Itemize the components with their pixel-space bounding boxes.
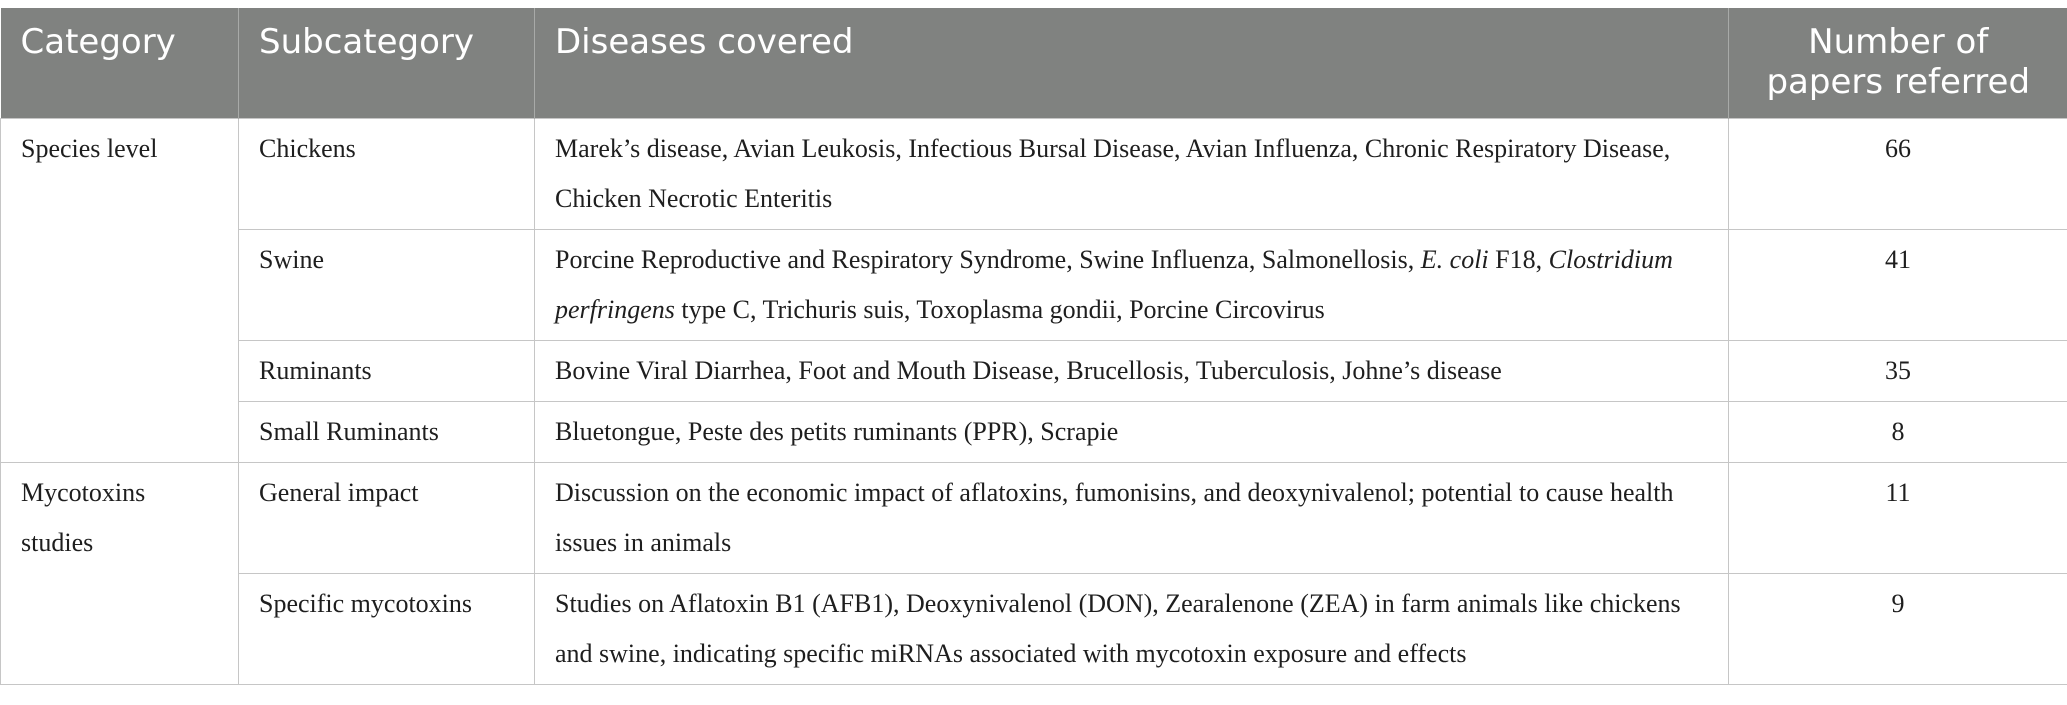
subcategory-cell: General impact — [239, 462, 535, 573]
table-row — [1, 573, 2067, 684]
header-papers-line1: Number of — [1808, 22, 1989, 62]
table-body — [1, 118, 2067, 684]
table-row — [1, 118, 2067, 229]
diseases-italic-text: E. coli — [1420, 244, 1489, 274]
papers-count-cell: 8 — [1729, 401, 2067, 462]
diseases-italic-text: Clostridium perfringens — [555, 244, 1673, 324]
subcategory-cell: Swine — [239, 229, 535, 340]
header-diseases: Diseases covered — [535, 8, 1729, 118]
subcategory-cell: Small Ruminants — [239, 401, 535, 462]
header-category: Category — [20, 22, 176, 62]
subcategory-cell: Ruminants — [239, 340, 535, 401]
diseases-text: type C, Trichuris suis, Toxoplasma gondii, Porcine Circovirus — [674, 294, 1325, 324]
papers-count-cell: 11 — [1729, 462, 2067, 573]
subcategory-cell: Specific mycotoxins — [239, 573, 535, 684]
table-row — [1, 462, 2067, 573]
diseases-cell: Bovine Viral Diarrhea, Foot and Mouth Disease, Brucellosis, Tuberculosis, Johne’s disease — [535, 340, 1729, 401]
diseases-text: F18, — [1488, 244, 1549, 274]
papers-count-cell: 66 — [1729, 118, 2067, 229]
diseases-cell — [535, 229, 1729, 340]
diseases-cell: Studies on Aflatoxin B1 (AFB1), Deoxynivalenol (DON), Zearalenone (ZEA) in farm animals like chickens and swine, indicating specific miRNAs associated with mycotoxin exposure and effects — [535, 573, 1729, 684]
header-row — [1, 8, 2067, 118]
category-cell: Mycotoxins studies — [1, 462, 239, 684]
header-papers-line2: papers referred — [1766, 62, 2031, 102]
header-subcategory: Subcategory — [239, 8, 535, 118]
papers-count-cell: 35 — [1729, 340, 2067, 401]
table-row — [1, 401, 2067, 462]
diseases-cell: Discussion on the economic impact of aflatoxins, fumonisins, and deoxynivalenol; potential to cause health issues in animals — [535, 462, 1729, 573]
papers-count-cell: 9 — [1729, 573, 2067, 684]
diseases-text: Porcine Reproductive and Respiratory Syndrome, Swine Influenza, Salmonellosis, — [555, 244, 1421, 274]
table-row — [1, 229, 2067, 340]
subcategory-cell: Chickens — [239, 118, 535, 229]
diseases-cell: Marek’s disease, Avian Leukosis, Infectious Bursal Disease, Avian Influenza, Chronic Respiratory Disease, Chicken Necrotic Enteritis — [535, 118, 1729, 229]
table-row — [1, 340, 2067, 401]
papers-count-cell: 41 — [1729, 229, 2067, 340]
category-cell: Species level — [1, 118, 239, 462]
diseases-cell: Bluetongue, Peste des petits ruminants (PPR), Scrapie — [535, 401, 1729, 462]
table-header — [1, 8, 2067, 118]
header-papers — [1729, 8, 2067, 118]
disease-summary-table — [0, 8, 2067, 685]
